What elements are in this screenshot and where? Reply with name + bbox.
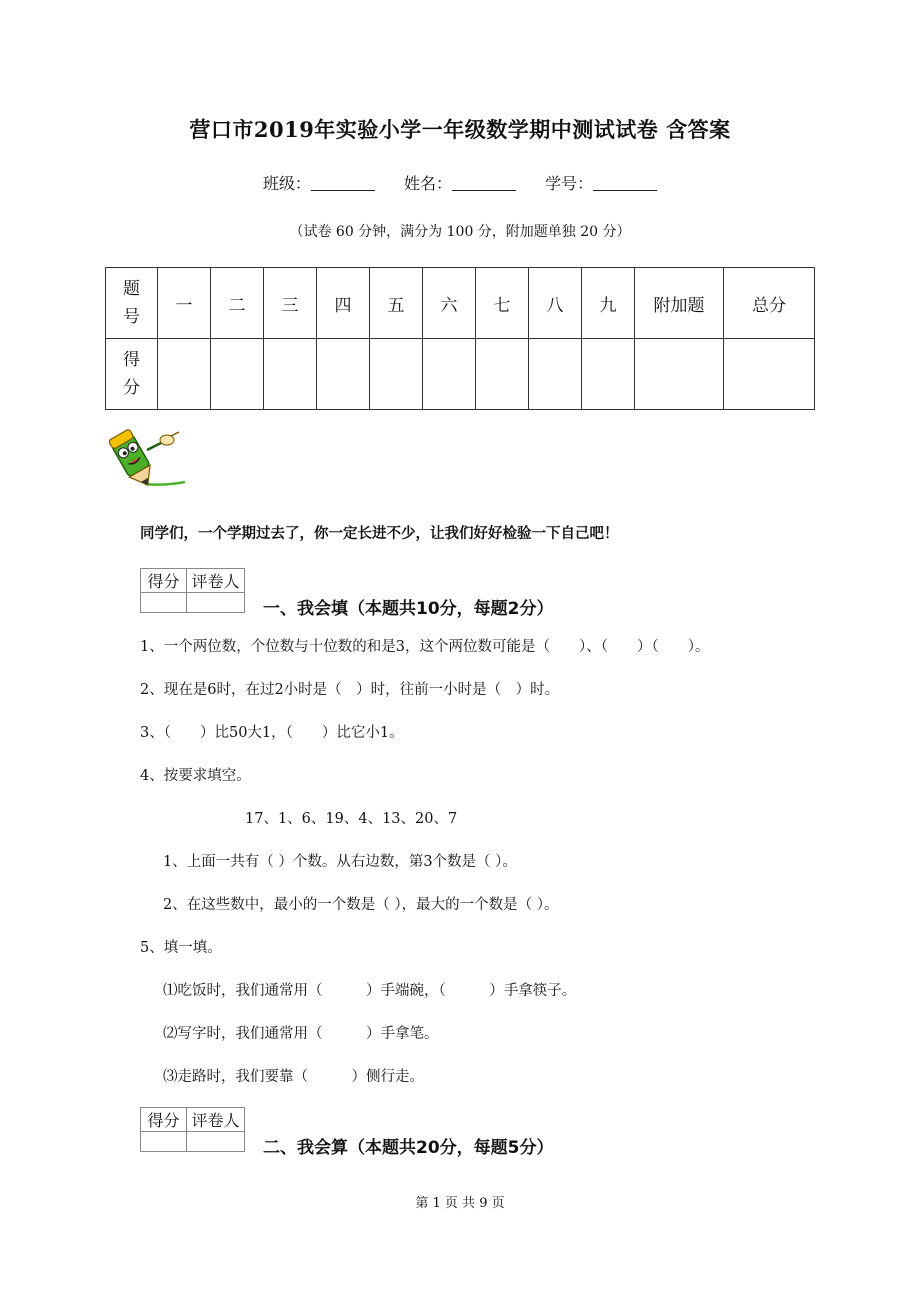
question-item: 3、（ ）比50大1，（ ）比它小1。 — [140, 725, 404, 741]
question-item: 2、在这些数中，最小的一个数是（ ），最大的一个数是（ ）。 — [163, 897, 559, 913]
question-item: 1、一个两位数，个位数与十位数的和是3，这个两位数可能是（ ）、（ ）（ ）。 — [140, 639, 710, 655]
id-label: 学号： — [545, 174, 594, 193]
student-info — [0, 171, 920, 194]
section-1-title: 一、我会填（本题共10分，每题2分） — [263, 599, 554, 619]
pencil-mascot-icon — [101, 424, 191, 494]
question-item: 1、上面一共有（ ）个数。从右边数，第3个数是（ ）。 — [163, 854, 517, 870]
page-title: 营口市2019年实验小学一年级数学期中测试试卷 含答案 — [189, 117, 731, 142]
score-cell[interactable] — [370, 339, 423, 410]
question-item: ⑶走路时，我们要靠（ ）侧行走。 — [163, 1069, 424, 1085]
score-cell[interactable] — [582, 339, 635, 410]
grader-score-label: 得分 — [141, 1108, 187, 1132]
question-item: 5、填一填。 — [140, 940, 222, 956]
grader-score-label: 得分 — [141, 569, 187, 593]
grader-box-1 — [140, 568, 245, 613]
column-label: 二 — [211, 268, 264, 339]
question-number-row — [106, 268, 815, 339]
question-item: ⑵写字时，我们通常用（ ）手拿笔。 — [163, 1026, 439, 1042]
score-cell[interactable] — [264, 339, 317, 410]
score-cell[interactable] — [158, 339, 211, 410]
column-label: 八 — [529, 268, 582, 339]
section-2-title: 二、我会算（本题共20分，每题5分） — [263, 1138, 554, 1158]
score-cell[interactable] — [211, 339, 264, 410]
grader-reviewer-label: 评卷人 — [187, 1108, 245, 1132]
grader-score-cell[interactable] — [141, 593, 187, 613]
score-table — [105, 267, 815, 410]
id-blank[interactable] — [593, 176, 657, 191]
class-blank[interactable] — [311, 176, 375, 191]
exam-note: （试卷 60 分钟，满分为 100 分，附加题单独 20 分） — [289, 224, 631, 240]
score-cell[interactable] — [635, 339, 724, 410]
header-cell-question-number: 题 号 — [106, 268, 158, 339]
column-label: 五 — [370, 268, 423, 339]
column-label: 九 — [582, 268, 635, 339]
score-cell[interactable] — [724, 339, 815, 410]
column-label: 一 — [158, 268, 211, 339]
column-label: 总分 — [724, 268, 815, 339]
column-label: 四 — [317, 268, 370, 339]
grader-box-2 — [140, 1107, 245, 1152]
grader-reviewer-label: 评卷人 — [187, 569, 245, 593]
class-label: 班级： — [262, 174, 311, 193]
score-cell[interactable] — [476, 339, 529, 410]
grader-score-cell[interactable] — [141, 1132, 187, 1152]
page-footer: 第 1 页 共 9 页 — [415, 1196, 505, 1211]
number-sequence: 17、1、6、19、4、13、20、7 — [245, 811, 458, 827]
question-item: 2、现在是6时，在过2小时是（ ）时，往前一小时是（ ）时。 — [140, 682, 560, 698]
column-label: 附加题 — [635, 268, 724, 339]
grader-reviewer-cell[interactable] — [187, 593, 245, 613]
column-label: 七 — [476, 268, 529, 339]
grader-reviewer-cell[interactable] — [187, 1132, 245, 1152]
score-row — [106, 339, 815, 410]
intro-text: 同学们，一个学期过去了，你一定长进不少，让我们好好检验一下自己吧！ — [140, 526, 619, 542]
header-cell-score: 得 分 — [106, 339, 158, 410]
question-item: 4、按要求填空。 — [140, 768, 251, 784]
score-cell[interactable] — [317, 339, 370, 410]
score-cell[interactable] — [529, 339, 582, 410]
column-label: 三 — [264, 268, 317, 339]
score-cell[interactable] — [423, 339, 476, 410]
name-label: 姓名： — [403, 174, 452, 193]
name-blank[interactable] — [452, 176, 516, 191]
column-label: 六 — [423, 268, 476, 339]
question-item: ⑴吃饭时，我们通常用（ ）手端碗，（ ）手拿筷子。 — [163, 983, 577, 999]
